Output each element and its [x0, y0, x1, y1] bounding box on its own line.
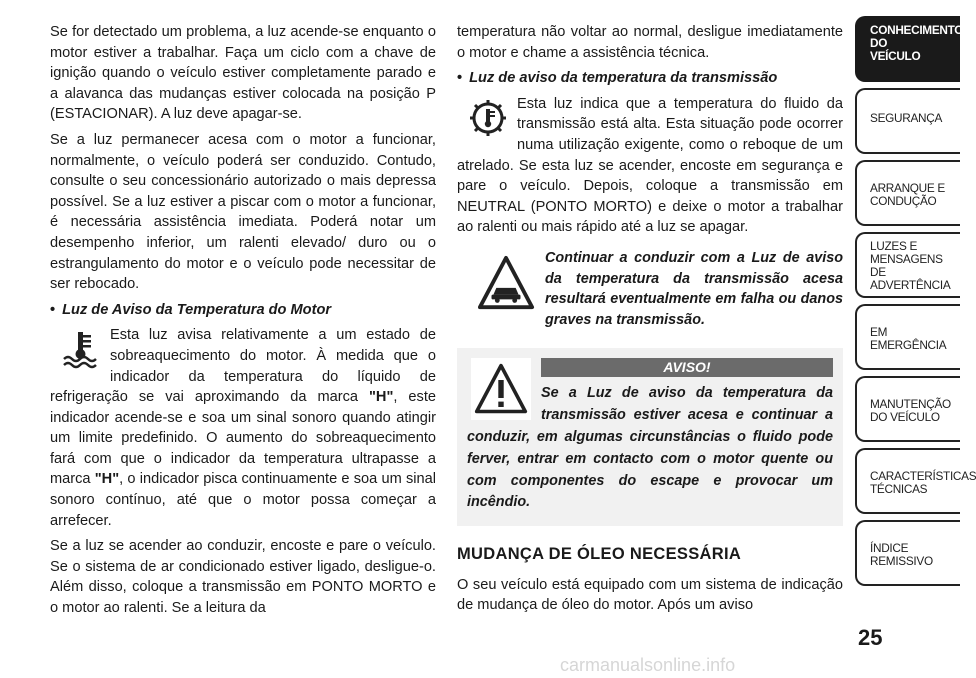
bullet-trans-temp-title: • Luz de aviso da temperatura da transmissão: [457, 70, 778, 87]
trans-temp-description: [457, 94, 843, 238]
tab-label-line2: DO: [870, 36, 888, 50]
tab-conhecimento-do-veiculo[interactable]: [855, 16, 964, 82]
bullet-trans-temp-label: Luz de aviso da temperatura da transmissão: [469, 70, 778, 87]
paragraph-light-stays-on: Se a luz permanecer acesa com o motor a funcionar, normalmente, o veículo poderá ser conduzido. Contudo, consulte o seu concessionário autorizado o mais depressa possível. Se a luz estiver a piscar com o motor a funcionar, é necessária assistência imediata. Poderá notar um desempenho inferior, um ralenti elevado/ duro ou o estrangulamento do motor e o veículo pode necessitar de ser rebocado.: [50, 131, 436, 293]
right-column: [457, 22, 843, 621]
caution-notice: [457, 248, 843, 330]
tab-label: CARACTERÍSTICAS TÉCNICAS: [870, 469, 976, 496]
tab-em-emergencia[interactable]: [855, 304, 960, 370]
mark-h-2: "H": [94, 471, 120, 488]
bullet-engine-temp-label: Luz de Aviso da Temperatura do Motor: [62, 301, 332, 318]
tab-label-line1: CONHECIMENTO: [870, 23, 964, 37]
engine-temp-text-c: , o indicador pisca continuamente e soa um sinal sonoro contínuo, até que o motor possa começar a arrefecer.: [50, 471, 436, 529]
tab-label: SEGURANÇA: [870, 111, 943, 125]
tab-indice-remissivo[interactable]: [855, 520, 960, 586]
engine-temp-description: [50, 325, 436, 531]
transmission-temperature-icon: [467, 98, 509, 138]
tab-label: MANUTENÇÃO DO VEÍCULO: [870, 397, 951, 424]
exclamation-triangle-icon: [471, 358, 531, 420]
watermark: carmanualsonline.info: [560, 655, 736, 675]
caution-car-triangle-icon: [477, 254, 535, 312]
paragraph-problem-detected: Se for detectado um problema, a luz acende-se enquanto o motor estiver a trabalhar. Faça um ciclo com a chave de ignição quando o veículo estiver completamente parado e a alavanca das mudanças estiver colocada na posição P (ESTACIONAR). A luz deve apagar-se.: [50, 24, 436, 123]
tab-label: ARRANQUE E CONDUÇÃO: [870, 181, 946, 208]
mark-h-1: "H": [368, 389, 394, 406]
paragraph-light-while-driving: Se a luz se acender ao conduzir, encoste e pare o veículo. Se o sistema de ar condicionado estiver ligado, desligue-o. Além disso, coloque a transmissão em PONTO MORTO e o motor ao ralenti. Se a leitura da: [50, 538, 436, 617]
paragraph-temp-not-normal: temperatura não voltar ao normal, desligue imediatamente o motor e chame a assistência técnica.: [457, 24, 843, 61]
warning-box: [457, 348, 843, 526]
tab-label: LUZES E MENSAGENS DE ADVERTÊNCIA: [870, 239, 951, 292]
tab-luzes-e-mensagens[interactable]: [855, 232, 960, 298]
engine-temp-text-a: Esta luz avisa relativamente a um estado de sobreaquecimento do motor. À medida que o indicador da temperatura do líquido de refrigeração se vai aproximando da marca: [50, 327, 436, 406]
page-number: 25: [858, 625, 883, 650]
warning-title: AVISO!: [541, 358, 833, 377]
caution-text: Continuar a conduzir com a Luz de aviso da temperatura da transmissão acesa resultará eventualmente em falha ou danos graves na transmissão.: [545, 249, 843, 328]
left-column: [50, 22, 436, 624]
side-navigation: [855, 16, 976, 592]
section-title-oil-change: MUDANÇA DE ÓLEO NECESSÁRIA: [457, 545, 742, 564]
trans-temp-text: Esta luz indica que a temperatura do fluido da transmissão está alta. Esta situação pode ocorrer numa utilização exigente, como o reboque de um atrelado. Se esta luz se acender, encoste em segurança e pare o veículo. Depois, coloque a transmissão em NEUTRAL (PONTO MORTO) e deixe o motor a trabalhar ao ralenti ou mais rápido até a luz se apagar.: [457, 95, 843, 236]
tab-label: EM EMERGÊNCIA: [870, 325, 947, 352]
tab-manutencao-do-veiculo[interactable]: [855, 376, 960, 442]
tab-caracteristicas-tecnicas[interactable]: [855, 448, 976, 514]
paragraph-oil-change: O seu veículo está equipado com um sistema de indicação de mudança de óleo do motor. Após um aviso: [457, 576, 843, 614]
warning-text: Se a Luz de aviso da temperatura da transmissão estiver acesa e continuar a conduzir, em algumas circunstâncias o fluido pode ferver, entrar em contacto com o motor quente ou com componentes do escape e provocar um incêndio.: [467, 385, 833, 511]
tab-label: ÍNDICE REMISSIVO: [870, 541, 933, 568]
coolant-temperature-icon: [60, 329, 102, 369]
tab-seguranca[interactable]: [855, 88, 960, 154]
engine-temp-text-b: , este indicador acende-se e soa um sinal sonoro quando atingir um limite predefinido. O aumento do sobreaquecimento fará com que o indicador da temperatura ultrapasse a marca: [50, 389, 436, 488]
tab-arranque-e-conducao[interactable]: [855, 160, 960, 226]
bullet-engine-temp-title: • Luz de Aviso da Temperatura do Motor: [50, 301, 332, 318]
tab-label-line3: VEÍCULO: [870, 49, 921, 63]
